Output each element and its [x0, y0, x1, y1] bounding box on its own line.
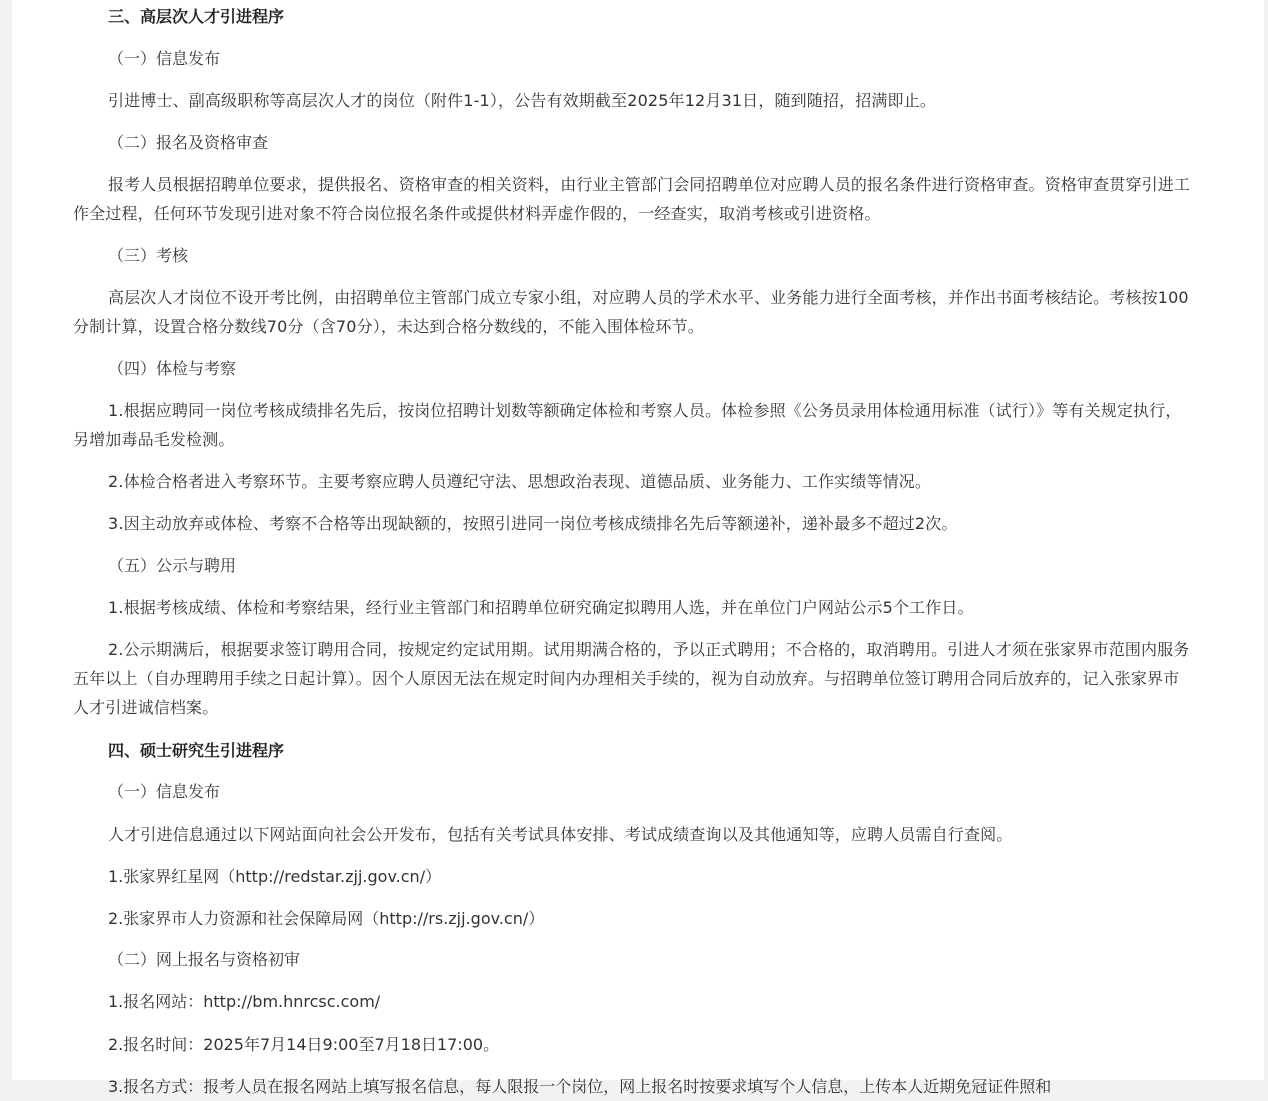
subsection-heading: （三）考核: [108, 246, 189, 265]
paragraph: 2.体检合格者进入考察环节。主要考察应聘人员遵纪守法、思想政治表现、道德品质、业务能力、工作实绩等情况。: [108, 472, 932, 491]
subsection-heading: （二）报名及资格审查: [108, 133, 269, 152]
paragraph: 1.根据应聘同一岗位考核成绩排名先后，按岗位招聘计划数等额确定体检和考察人员。体检参照《公务员录用体检通用标准（试行）》等有关规定执行，另增加毒品毛发检测。: [73, 401, 1182, 449]
paragraph: 3.报名方式：报考人员在报名网站上填写报名信息，每人限报一个岗位，网上报名时按要求填写个人信息，上传本人近期免冠证件照和: [108, 1077, 1052, 1096]
link-text: 2.张家界市人力资源和社会保障局网（http://rs.zjj.gov.cn/）: [108, 909, 545, 928]
paragraph: 2.公示期满后，根据要求签订聘用合同，按规定约定试用期。试用期满合格的，予以正式聘用；不合格的，取消聘用。引进人才须在张家界市范围内服务五年以上（自办理聘用手续之日起计算）。因个人原因无法在规定时间内办理相关手续的，视为自动放弃。与招聘单位签订聘用合同后放弃的，记入张家界市人才引进诚信档案。: [73, 640, 1190, 717]
subsection-heading: （一）信息发布: [108, 782, 221, 801]
link-text: 1.张家界红星网（http://redstar.zjj.gov.cn/）: [108, 867, 442, 886]
paragraph: 1.报名网站：http://bm.hnrcsc.com/: [108, 992, 381, 1011]
paragraph: 高层次人才岗位不设开考比例，由招聘单位主管部门成立专家小组，对应聘人员的学术水平、业务能力进行全面考核，并作出书面考核结论。考核按100分制计算，设置合格分数线70分（含70分），未达到合格分数线的，不能入围体检环节。: [73, 288, 1189, 336]
subsection-heading: （二）网上报名与资格初审: [108, 950, 301, 969]
paragraph: 人才引进信息通过以下网站面向社会公开发布，包括有关考试具体安排、考试成绩查询以及其他通知等，应聘人员需自行查阅。: [108, 825, 1013, 844]
page: [12, 0, 1264, 1096]
paragraph: 报考人员根据招聘单位要求，提供报名、资格审查的相关资料，由行业主管部门会同招聘单位对应聘人员的报名条件进行资格审查。资格审查贯穿引进工作全过程，任何环节发现引进对象不符合岗位报名条件或提供材料弄虚作假的，一经查实，取消考核或引进资格。: [73, 175, 1191, 223]
paragraph: 3.因主动放弃或体检、考察不合格等出现缺额的，按照引进同一岗位考核成绩排名先后等额递补，递补最多不超过2次。: [108, 514, 958, 533]
subsection-heading: （五）公示与聘用: [108, 556, 237, 575]
section-heading: 四、硕士研究生引进程序: [108, 741, 285, 760]
paragraph: 引进博士、副高级职称等高层次人才的岗位（附件1-1），公告有效期截至2025年12月31日，随到随招，招满即止。: [108, 91, 936, 110]
section-heading: 三、高层次人才引进程序: [108, 7, 285, 26]
paragraph: 1.根据考核成绩、体检和考察结果，经行业主管部门和招聘单位研究确定拟聘用人选，并在单位门户网站公示5个工作日。: [108, 598, 974, 617]
subsection-heading: （一）信息发布: [108, 49, 221, 68]
paragraph: 2.报名时间：2025年7月14日9:00至7月18日17:00。: [108, 1035, 500, 1054]
subsection-heading: （四）体检与考察: [108, 359, 237, 378]
